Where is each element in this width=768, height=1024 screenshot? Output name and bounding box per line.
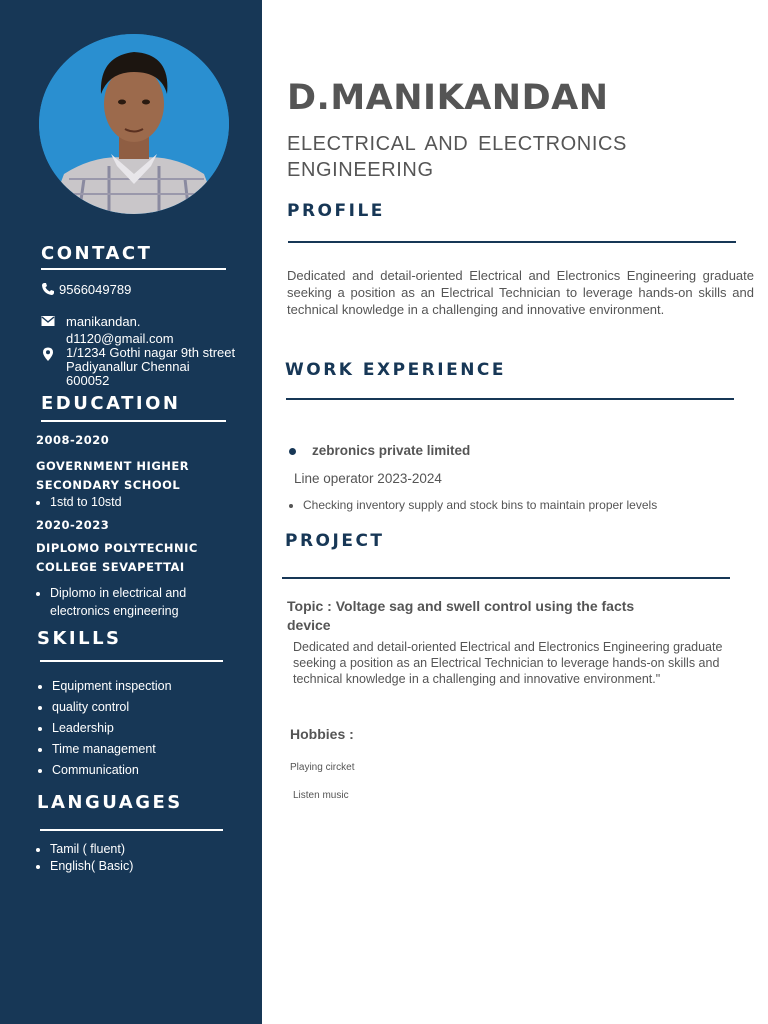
contact-email-line-2: d1120@gmail.com [66,331,174,346]
hobby-item: Listen music [293,790,349,801]
project-heading: PROJECT [285,531,385,551]
person-role: ELECTRICAL AND ELECTRONICS ENGINEERING [287,133,627,181]
skill-item: • Communication [52,760,172,781]
work-duties [288,498,657,512]
skills-divider [40,660,223,662]
person-name: D.MANIKANDAN [287,78,609,118]
skill-item: • Time management [52,739,172,760]
education-years-1: 2008-2020 [36,433,110,447]
education-school-1-line-2: SECONDARY SCHOOL [36,478,181,492]
profile-heading: PROFILE [287,201,385,221]
main-content [262,0,768,1024]
skill-item: • Equipment inspection [52,676,172,697]
skill-item: • Leadership [52,718,172,739]
work-heading: WORK EXPERIENCE [285,360,507,380]
profile-photo [39,34,229,214]
work-company: zebronics private limited [312,443,471,458]
contact-divider [41,268,226,270]
contact-phone[interactable]: 9566049789 [59,282,132,297]
education-detail-list-1 [36,495,122,509]
languages-divider [40,829,223,831]
work-divider [286,398,734,400]
skills-list [38,676,172,781]
education-years-2: 2020-2023 [36,518,110,532]
education-detail-2 [50,584,186,620]
envelope-icon [41,314,55,333]
company-bullet [289,448,296,455]
contact-address-line-3: 600052 [66,373,110,388]
skills-heading: SKILLS [37,628,122,649]
location-pin-icon [41,347,55,366]
hobby-item: Playing circket [290,762,355,773]
contact-email-line-1: manikandan. [66,314,141,329]
education-heading: EDUCATION [41,393,181,414]
education-school-1 [36,457,189,495]
contact-address-line-2: Padiyanallur Chennai [66,359,190,374]
phone-icon [41,282,55,301]
contact-address-line-1: 1/1234 Gothi nagar 9th street [66,345,236,360]
education-detail-2-line-1: Diplomo in electrical and [50,586,187,600]
project-topic [287,597,634,635]
profile-text: Dedicated and detail-oriented Electrical and Electronics Engineering graduate seeking a position as an Electrical Technician to leverage hands-on skills and technical knowledge in a challenging and innovative environment. [287,268,754,317]
contact-address [66,346,235,388]
education-school-1-line-1: GOVERNMENT HIGHER [36,459,190,473]
sidebar [0,0,262,1024]
language-item: • Tamil ( fluent) [50,841,133,858]
hobbies-heading: Hobbies : [290,726,354,742]
work-duty: • Checking inventory supply and stock bins to maintain proper levels [303,498,657,512]
project-description: Dedicated and detail-oriented Electrical and Electronics Engineering graduate seeking a position as an Electrical Technician to leverage hands-on skills and technical knowledge in a challenging and innovative environment." [293,640,723,686]
education-school-2 [36,539,198,577]
education-school-2-line-2: COLLEGE SEVAPETTAI [36,560,185,574]
education-detail-list-2 [36,584,186,620]
contact-heading: CONTACT [41,243,153,264]
project-topic-line-1: Topic : Voltage sag and swell control using the facts [287,598,635,614]
project-topic-line-2: device [287,617,331,633]
education-divider [41,420,226,422]
language-item: • English( Basic) [50,858,133,875]
skill-item: • quality control [52,697,172,718]
languages-list [36,841,133,875]
languages-heading: LANGUAGES [37,792,183,813]
education-detail-1: • 1std to 10std [50,495,122,509]
education-detail-2-line-2: electronics engineering [50,604,179,618]
project-divider [282,577,730,579]
contact-email[interactable] [66,313,174,347]
education-school-2-line-1: DIPLOMO POLYTECHNIC [36,541,198,555]
work-position: Line operator 2023-2024 [294,471,442,486]
profile-divider [288,241,736,243]
